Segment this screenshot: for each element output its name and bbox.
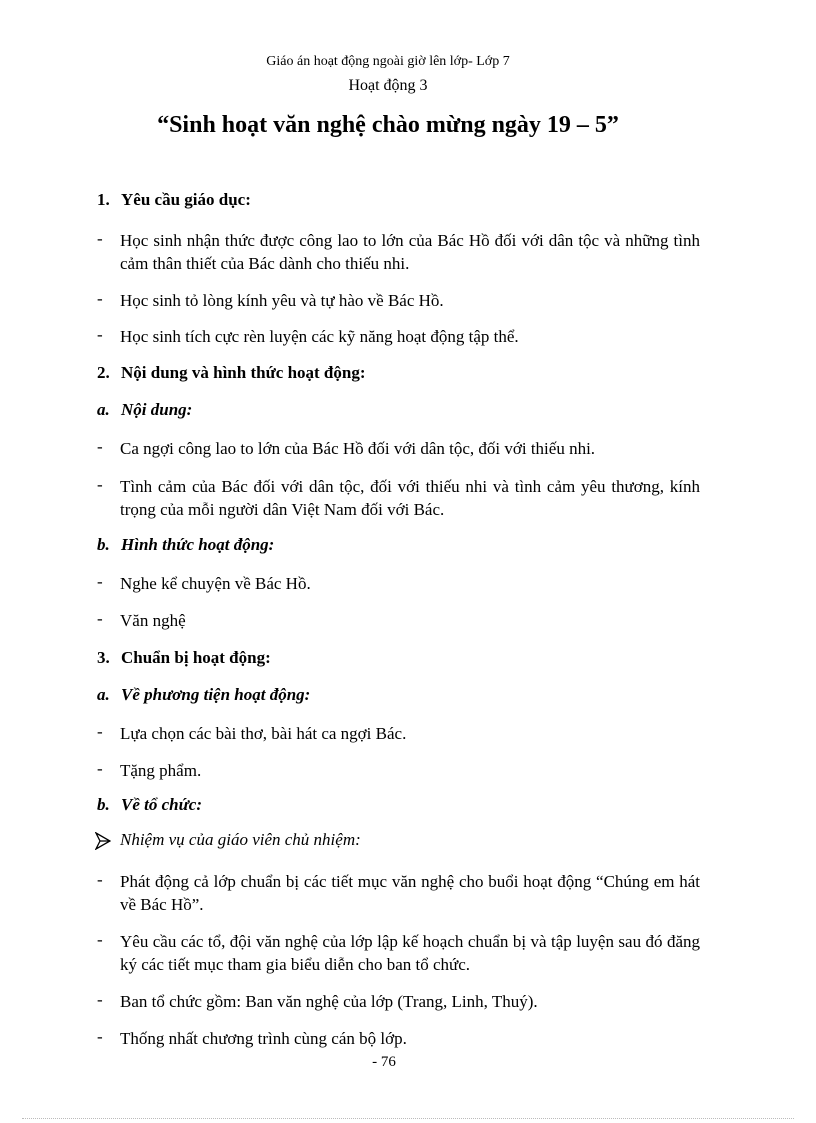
list-item: Yêu cầu các tổ, đội văn nghệ của lớp lập kế hoạch chuẩn bị và tập luyện sau đó đăng ký các tiết mục tham gia biểu diễn cho ban tổ chức. (120, 932, 700, 974)
list-item: Văn nghệ (120, 611, 186, 630)
list-item: Tặng phẩm. (120, 761, 202, 780)
section-2b-letter: b. (97, 535, 110, 554)
list-item: Lựa chọn các bài thơ, bài hát ca ngợi Bác. (120, 724, 407, 743)
bullet-dash: - (97, 325, 103, 344)
list-item: Phát động cả lớp chuẩn bị các tiết mục văn nghệ cho buổi hoạt động “Chúng em hát về Bác Hồ”. (120, 872, 700, 914)
section-3a-label: Về phương tiện hoạt động: (121, 685, 311, 704)
list-item: Học sinh tỏ lòng kính yêu và tự hào về Bác Hồ. (120, 291, 444, 310)
list-item: Tình cảm của Bác đối với dân tộc, đối với thiếu nhi và tình cảm yêu thương, kính trọng của mỗi người dân Việt Nam đối với Bác. (120, 477, 700, 519)
bullet-dash: - (97, 722, 103, 741)
section-2a-label: Nội dung: (121, 400, 193, 419)
bullet-dash: - (97, 759, 103, 778)
list-item: Học sinh tích cực rèn luyện các kỹ năng hoạt động tập thể. (120, 327, 519, 346)
section-2b-label: Hình thức hoạt động: (121, 535, 275, 554)
bullet-dash: - (97, 1027, 103, 1046)
list-item: Ca ngợi công lao to lớn của Bác Hồ đối với dân tộc, đối với thiếu nhi. (120, 439, 596, 458)
section-2-number: 2. (97, 363, 110, 382)
bullet-dash: - (97, 609, 103, 628)
section-3b-letter: b. (97, 795, 110, 814)
page-number: - 76 (372, 1054, 396, 1070)
section-3-heading: Chuẩn bị hoạt động: (121, 648, 271, 667)
bullet-dash: - (97, 475, 103, 494)
bullet-dash: - (97, 572, 103, 591)
section-1-heading: Yêu cầu giáo dục: (121, 190, 251, 209)
bullet-dash: - (97, 930, 103, 949)
list-item: Nghe kể chuyện về Bác Hồ. (120, 574, 311, 593)
section-2a-letter: a. (97, 400, 110, 419)
section-3-number: 3. (97, 648, 110, 667)
activity-label: Hoạt động 3 (348, 77, 428, 94)
section-1-number: 1. (97, 190, 110, 209)
section-3b-label: Về tổ chức: (121, 795, 202, 814)
bullet-dash: - (97, 990, 103, 1009)
section-3a-letter: a. (97, 685, 110, 704)
section-2-heading: Nội dung và hình thức hoạt động: (121, 363, 366, 382)
list-item: Ban tổ chức gồm: Ban văn nghệ của lớp (Trang, Linh, Thuý). (120, 992, 538, 1011)
page-title: “Sinh hoạt văn nghệ chào mừng ngày 19 – 5” (157, 112, 619, 138)
bullet-dash: - (97, 437, 103, 456)
arrowhead-bullet-icon (95, 832, 111, 850)
task-label: Nhiệm vụ của giáo viên chủ nhiệm: (120, 830, 361, 849)
bullet-dash: - (97, 870, 103, 889)
list-item: Thống nhất chương trình cùng cán bộ lớp. (120, 1029, 407, 1048)
bullet-dash: - (97, 289, 103, 308)
list-item: Học sinh nhận thức được công lao to lớn của Bác Hồ đối với dân tộc và những tình cảm thân thiết của Bác dành cho thiếu nhi. (120, 231, 700, 273)
document-header-subtitle: Giáo án hoạt động ngoài giờ lên lớp- Lớp 7 (266, 54, 510, 69)
bullet-dash: - (97, 229, 103, 248)
page-bottom-divider (22, 1118, 794, 1119)
